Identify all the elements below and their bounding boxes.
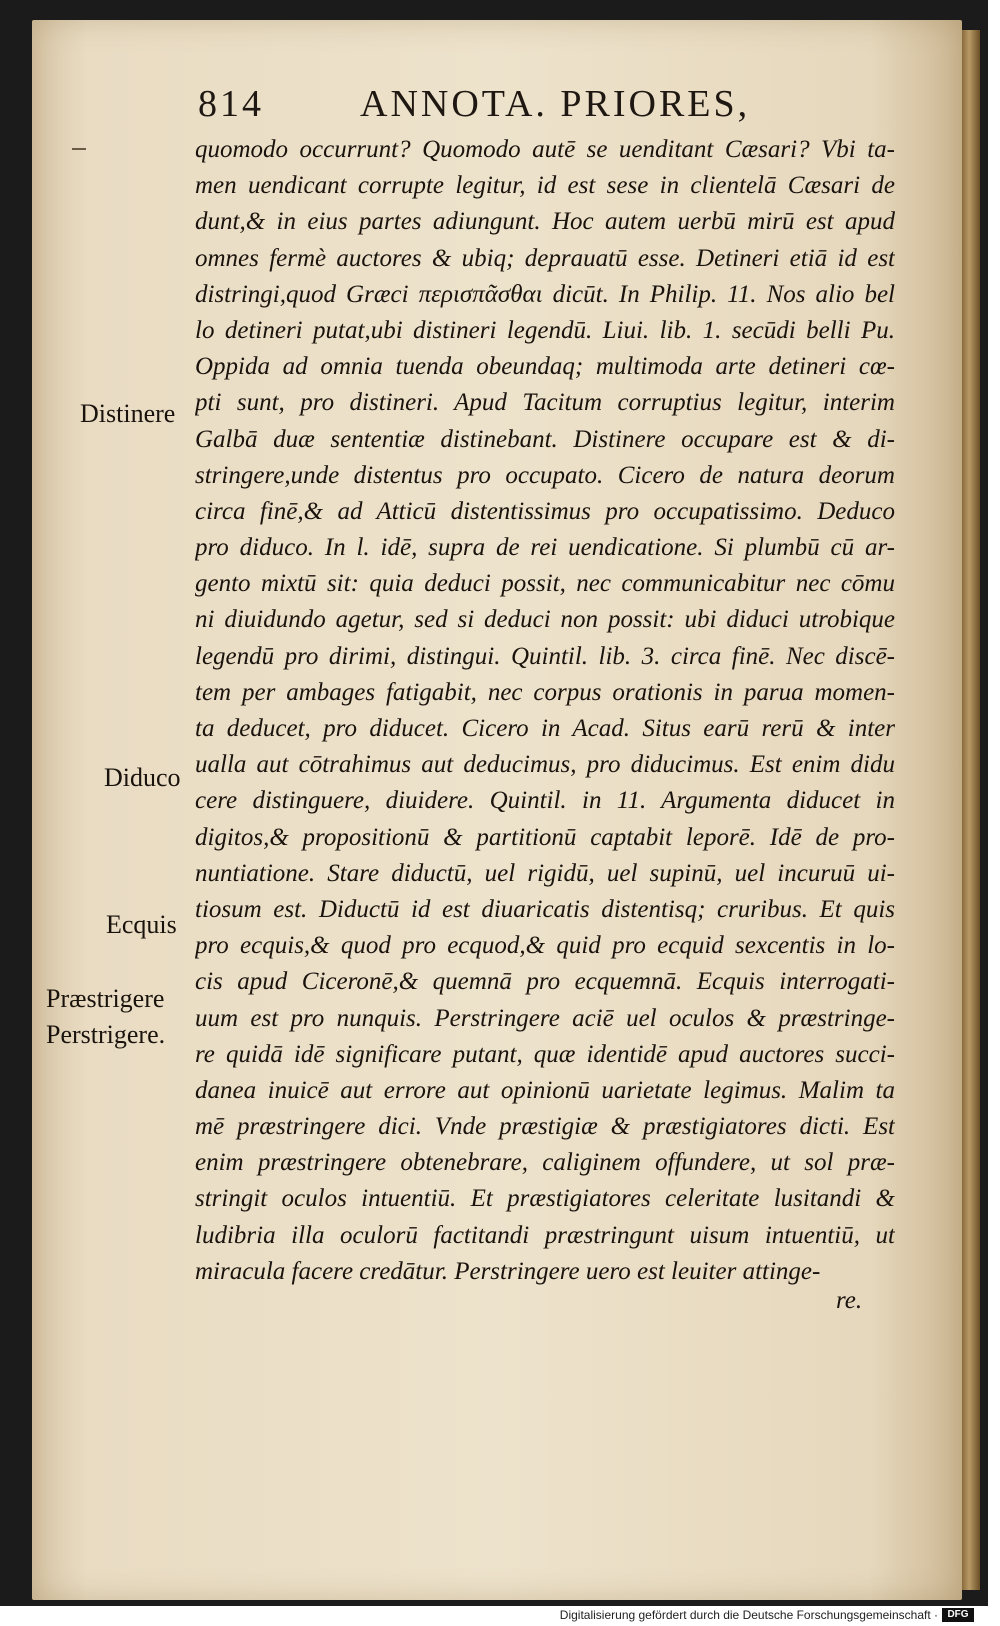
dfg-logo: DFG: [942, 1608, 974, 1622]
text-line: stringit oculos intuentiū. Et præstigiatores celeritate lusitandi &: [195, 1185, 895, 1213]
text-line: digitos,& propositionū & partitionū captabit leporē. Idē de pro-: [195, 823, 895, 851]
margin-note-distinere: Distinere: [80, 399, 176, 428]
text-line: uum est pro nunquis. Perstringere aciē uel oculos & præstringe-: [195, 1004, 895, 1032]
text-line: tem per ambages fatigabit, nec corpus orationis in parua momen-: [195, 678, 895, 706]
text-line: distringi,quod Græci περισπᾶσθαι dicūt. In Philip. 11. Nos alio bel: [195, 280, 895, 308]
text-line: ludibria illa oculorū factitandi præstringunt uisum intuentiū, ut: [195, 1221, 895, 1249]
footer-bar: [0, 1606, 1000, 1626]
text-line: lo detineri putat,ubi distineri legendū. Liui. lib. 1. secūdi belli Pu.: [195, 316, 895, 344]
text-line: ualla aut cōtrahimus aut deducimus, pro diducimus. Est enim didu: [195, 751, 895, 779]
running-title: ANNOTA. PRIORES,: [360, 83, 751, 125]
text-line: ni diuidundo agetur, sed si deduci non possit: ubi diduci utrobique: [195, 606, 895, 634]
text-line: quomodo occurrunt? Quomodo autē se uenditant Cæsari? Vbi ta-: [195, 136, 895, 163]
funding-credit: Digitalisierung gefördert durch die Deutsche Forschungsgemeinschaft ·: [559, 1608, 938, 1622]
text-line: circa finē,& ad Atticū distentissimus pro occupatissimo. Deduco: [195, 497, 895, 525]
margin-note-perstrigere: Perstrigere.: [46, 1020, 166, 1049]
page-number: 814: [198, 83, 264, 125]
margin-mark: [72, 148, 86, 150]
text-line: men uendicant corrupte legitur, id est sese in clientelā Cæsari de: [195, 172, 895, 200]
text-line: gento mixtū sit: quia deduci possit, nec communicabitur nec cōmu: [195, 570, 895, 598]
text-line: omnes fermè auctores & ubiq; deprauatū esse. Detineri etiā id est: [195, 244, 895, 272]
text-line: nuntiatione. Stare diductū, uel rigidū, uel supinū, uel incuruū ui-: [195, 859, 895, 887]
text-line: stringere,unde distentus pro occupato. Cicero de natura deorum: [195, 461, 895, 489]
catchword: re.: [836, 1287, 863, 1314]
text-line: Galbā duæ sententiæ distinebant. Distinere occupare est & di-: [195, 425, 895, 453]
text-line: enim præstringere obtenebrare, caliginem offundere, ut sol præ-: [195, 1149, 895, 1177]
text-line: legendū pro dirimi, distingui. Quintil. lib. 3. circa finē. Nec discē-: [195, 642, 895, 670]
text-line: pti sunt, pro distineri. Apud Tacitum corruptius legitur, interim: [195, 389, 895, 417]
text-line: cere distinguere, diuidere. Quintil. in 11. Argumenta diducet in: [195, 787, 895, 815]
margin-note-praestrigere: Præstrigere: [46, 984, 165, 1013]
margin-note-diduco: Diduco: [104, 763, 181, 792]
running-head: [198, 82, 898, 126]
text-line: danea inuicē aut errore aut opinionū uarietate legimus. Malim ta: [195, 1076, 895, 1104]
text-line: mē præstringere dici. Vnde præstigiæ & præstigiatores dicti. Est: [195, 1113, 895, 1141]
text-line: Oppida ad omnia tuenda obeundaq; multimoda arte detineri cœ-: [195, 353, 895, 381]
text-line: cis apud Ciceronē,& quemnā pro ecquemnā. Ecquis interrogati-: [195, 968, 895, 996]
text-line: ta deducet, pro diducet. Cicero in Acad. Situs earū rerū & inter: [195, 715, 895, 742]
body-text: [195, 132, 895, 1290]
text-line: tiosum est. Diductū id est diuaricatis distentisq; cruribus. Et quis: [195, 895, 895, 923]
text-line: re quidā idē significare putant, quæ identidē apud auctores succi-: [195, 1040, 895, 1068]
text-line: dunt,& in eius partes adiungunt. Hoc autem uerbū mirū est apud: [195, 208, 895, 236]
text-line: pro diduco. In l. idē, supra de rei uendicatione. Si plumbū cū ar-: [195, 534, 895, 562]
text-line: miracula facere credātur. Perstringere uero est leuiter attinge-: [195, 1257, 821, 1285]
margin-note-ecquis: Ecquis: [106, 910, 177, 939]
text-line: pro ecquis,& quod pro ecquod,& quid pro ecquid sexcentis in lo-: [195, 932, 895, 960]
page-edge: [962, 30, 980, 1590]
